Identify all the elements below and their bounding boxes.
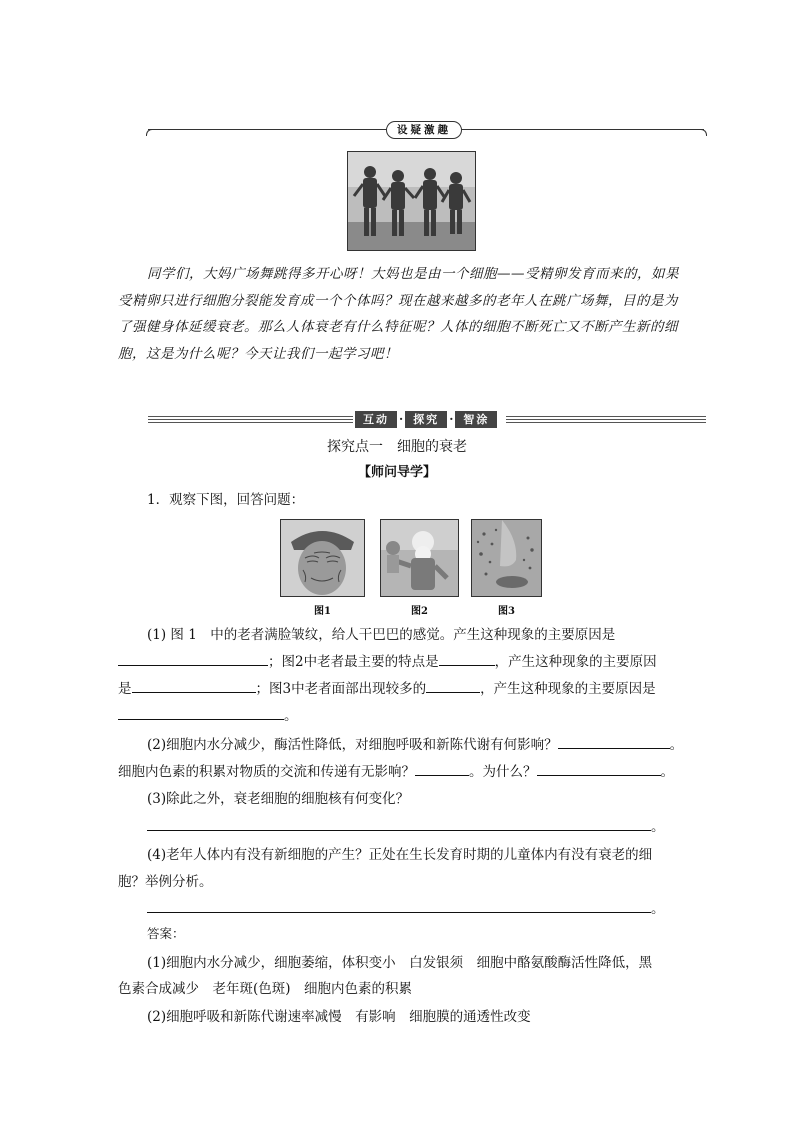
figure-2-caption: 图2 (411, 606, 428, 617)
q2-line-1-end: 。 (669, 737, 684, 753)
question-1-intro: 1．观察下图，回答问题： (147, 492, 305, 508)
answer-label: 答案： (147, 926, 185, 941)
answer-blank[interactable] (147, 815, 651, 831)
section-banner (355, 411, 497, 428)
q3-end: 。 (651, 819, 665, 835)
figure-2-white-hair (380, 519, 459, 597)
answer-blank[interactable] (132, 677, 256, 693)
intro-line-4: 胞，这是为什么呢？今天让我们一起学习吧！ (118, 346, 398, 362)
answer-blank[interactable] (426, 677, 480, 693)
banner-label-explore: 探究 (405, 411, 447, 428)
q1-line-3-text-b: ；图3中老者面部出现较多的 (255, 681, 427, 697)
answer-blank[interactable] (118, 650, 268, 666)
banner-label-interact: 互动 (355, 411, 397, 428)
banner-stripes-right (506, 415, 706, 423)
banner-label-wisdom: 智涂 (455, 411, 497, 428)
q2-line-2-text-a: 细胞内色素的积累对物质的交流和传递有无影响？ (118, 764, 415, 780)
q1-line-1: (1) 图 1 中的老者满脸皱纹，给人干巴巴的感觉。产生这种现象的主要原因是 (147, 627, 616, 643)
q1-line-2-text-b: ，产生这种现象的主要原因 (494, 654, 657, 670)
banner-separator: · (449, 412, 454, 426)
q4-line-1: (4)老年人体内有没有新细胞的产生？正处在生长发育时期的儿童体内有没有衰老的细 (147, 847, 653, 863)
age-spots-face-image (472, 520, 541, 596)
section-title: 探究点一 细胞的衰老 (327, 439, 467, 455)
q3-line-1: (3)除此之外，衰老细胞的细胞核有何变化？ (147, 791, 410, 807)
answer-blank[interactable] (147, 897, 651, 913)
intro-line-1: 同学们，大妈广场舞跳得多开心呀！大妈也是由一个细胞——受精卵发育而来的，如果 (147, 266, 679, 282)
intro-rule-end-right (700, 129, 707, 136)
answer-blank[interactable] (537, 760, 661, 776)
answer-1-line-1: (1)细胞内水分减少，细胞萎缩，体积变小 白发银须 细胞中酪氨酸酶活性降低，黑 (147, 955, 653, 971)
q1-line-3-text-c: ，产生这种现象的主要原因是 (480, 681, 656, 697)
intro-photo-square-dance (347, 151, 476, 251)
answer-blank[interactable] (415, 760, 469, 776)
q2-line-2-text-b: 。为什么？ (469, 764, 537, 780)
wrinkled-face-image (281, 520, 364, 596)
q1-line-3 (118, 676, 656, 703)
figure-3-caption: 图3 (498, 606, 515, 617)
banner-stripes-left (148, 415, 353, 423)
intro-line-2: 受精卵只进行细胞分裂能发育成一个个体吗？现在越来越多的老年人在跳广场舞，目的是为 (118, 293, 678, 309)
q2-line-2 (118, 759, 674, 786)
q4-line-2: 胞？举例分析。 (118, 874, 213, 890)
q2-line-1 (147, 732, 683, 759)
answer-blank[interactable] (439, 650, 495, 666)
q1-line-4-end: 。 (284, 708, 298, 724)
q1-line-2 (118, 649, 657, 676)
white-hair-elder-image (381, 520, 458, 596)
banner-separator: · (399, 412, 404, 426)
dancers-image (348, 152, 475, 250)
q1-line-3-text-a: 是 (118, 681, 132, 697)
figure-1-caption: 图1 (314, 606, 331, 617)
answer-blank[interactable] (118, 704, 284, 720)
q1-line-4 (118, 703, 298, 730)
q3-answer-line (147, 814, 665, 841)
q2-line-2-end: 。 (660, 764, 674, 780)
q1-line-2-text-a: ；图2中老者最主要的特点是 (268, 654, 439, 670)
answer-blank[interactable] (558, 733, 670, 749)
figure-1-wrinkled-face (280, 519, 365, 597)
intro-line-3: 了强健身体延缓衰老。那么人体衰老有什么特征呢？人体的细胞不断死亡又不断产生新的细 (118, 319, 678, 335)
answer-2: (2)细胞呼吸和新陈代谢速率减慢 有影响 细胞膜的通透性改变 (147, 1009, 531, 1025)
figure-3-age-spots (471, 519, 542, 597)
q2-line-1-text: (2)细胞内水分减少，酶活性降低，对细胞呼吸和新陈代谢有何影响？ (147, 737, 558, 753)
intro-rule-end-left (146, 129, 153, 136)
q4-end: 。 (651, 901, 665, 917)
answer-1-line-2: 色素合成减少 老年斑(色斑) 细胞内色素的积累 (118, 981, 413, 997)
section-subtitle: 【师问导学】 (357, 465, 436, 480)
intro-badge: 设疑激趣 (386, 121, 462, 139)
q4-answer-line (147, 896, 665, 923)
